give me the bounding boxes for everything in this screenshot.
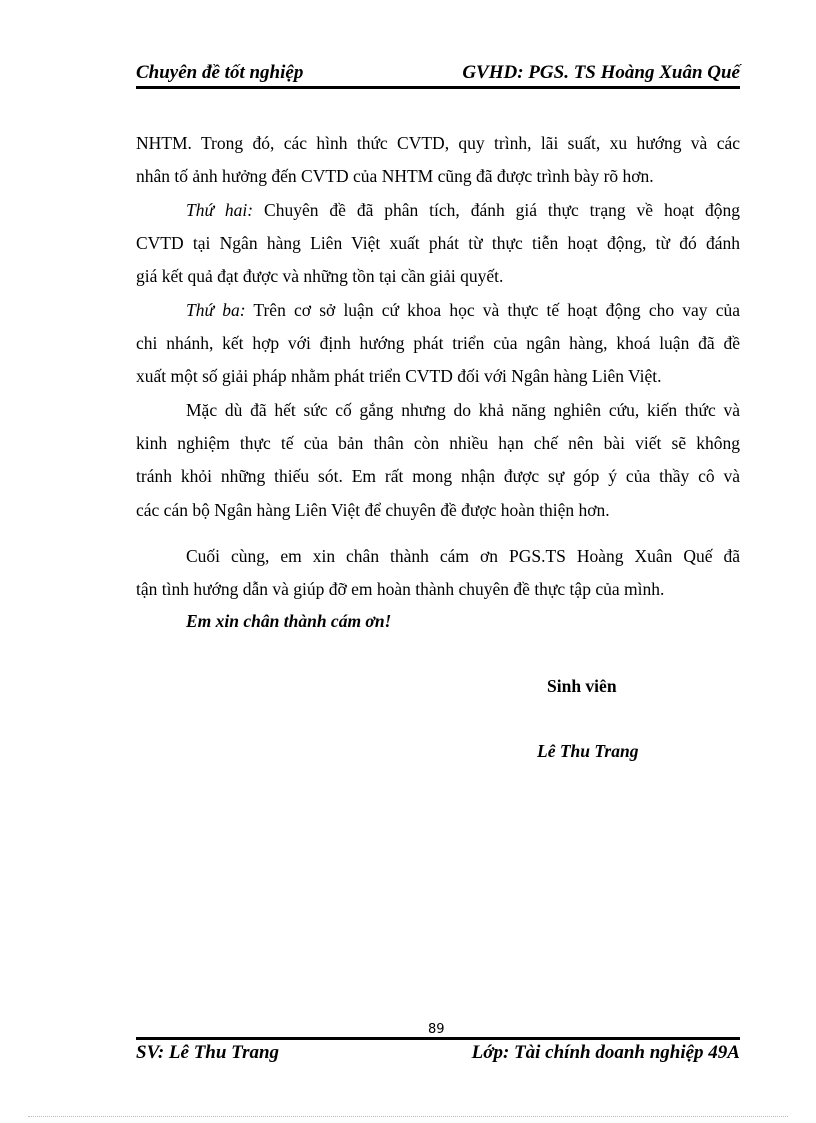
signature-title: Sinh viên	[547, 676, 617, 696]
body-line: giá kết quả đạt được và những tồn tại cần giải quyết.	[136, 266, 504, 286]
body-text: Trên cơ sở luận cứ khoa học và thực tế hoạt động cho vay của	[253, 300, 740, 320]
footer-right: Lớp: Tài chính doanh nghiệp 49A	[471, 1042, 740, 1063]
body-line: các cán bộ Ngân hàng Liên Việt để chuyên đề được hoàn thiện hơn.	[136, 500, 610, 520]
body-line: kinh nghiệm thực tế của bản thân còn nhiều hạn chế nên bài viết sẽ không	[136, 433, 740, 453]
footer-left: SV: Lê Thu Trang	[136, 1042, 280, 1063]
header-right: GVHD: PGS. TS Hoàng Xuân Quế	[462, 62, 740, 83]
body-line	[136, 299, 740, 321]
body-line: CVTD tại Ngân hàng Liên Việt xuất phát từ thực tiễn hoạt động, từ đó đánh	[136, 233, 740, 253]
body-line: Mặc dù đã hết sức cố gắng nhưng do khả năng nghiên cứu, kiến thức và	[186, 400, 740, 420]
body-line: Cuối cùng, em xin chân thành cám ơn PGS.TS Hoàng Xuân Quế đã	[186, 546, 740, 566]
label-second: Thứ hai:	[186, 200, 254, 220]
body-line	[136, 199, 740, 221]
footer-rule	[136, 1037, 740, 1040]
page-number: 89	[428, 1022, 445, 1037]
body-line: tránh khỏi những thiếu sót. Em rất mong nhận được sự góp ý của thầy cô và	[136, 466, 740, 486]
body-text: Chuyên đề đã phân tích, đánh giá thực trạng về hoạt động	[264, 200, 741, 220]
header-rule	[136, 86, 740, 89]
label-third: Thứ ba:	[186, 300, 246, 320]
signature-name: Lê Thu Trang	[537, 741, 639, 761]
body-line: xuất một số giải pháp nhằm phát triển CVTD đối với Ngân hàng Liên Việt.	[136, 366, 662, 386]
header-left: Chuyên đề tốt nghiệp	[136, 62, 304, 83]
body-line: NHTM. Trong đó, các hình thức CVTD, quy trình, lãi suất, xu hướng và các	[136, 133, 740, 153]
body-line: chi nhánh, kết hợp với định hướng phát triển của ngân hàng, khoá luận đã đề	[136, 333, 740, 353]
body-line: tận tình hướng dẫn và giúp đỡ em hoàn thành chuyên đề thực tập của mình.	[136, 579, 665, 599]
body-line: nhân tố ảnh hưởng đến CVTD của NHTM cũng đã được trình bày rõ hơn.	[136, 166, 654, 186]
thanks-line: Em xin chân thành cám ơn!	[186, 611, 392, 631]
page-edge	[28, 1116, 788, 1117]
